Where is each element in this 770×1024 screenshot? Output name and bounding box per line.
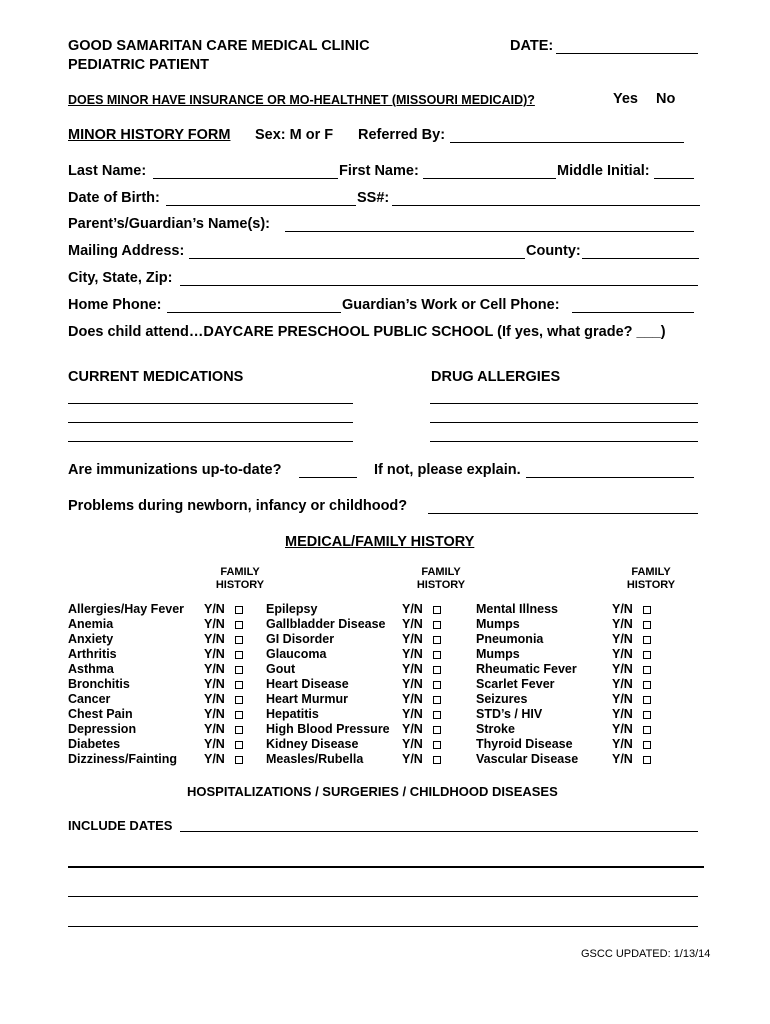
first-name-label: First Name: (339, 163, 419, 179)
checkbox-icon[interactable] (433, 756, 441, 764)
yn-option[interactable] (402, 737, 441, 752)
yn-label: Y/N (204, 737, 225, 751)
insurance-yes[interactable]: Yes (613, 91, 638, 107)
condition-label: Asthma (68, 662, 114, 676)
include-dates-field[interactable] (180, 831, 698, 832)
condition-column-3 (476, 602, 578, 767)
condition-label: STD’s / HIV (476, 707, 543, 721)
yn-option[interactable] (204, 662, 243, 677)
guardian-phone-field[interactable] (572, 312, 694, 313)
checkbox-icon[interactable] (433, 681, 441, 689)
checkbox-icon[interactable] (433, 726, 441, 734)
medication-line[interactable] (68, 441, 353, 442)
condition-label: Glaucoma (266, 647, 327, 661)
yn-option[interactable] (612, 692, 651, 707)
condition-label: Diabetes (68, 737, 121, 751)
yn-label: Y/N (204, 707, 225, 721)
yn-option[interactable] (612, 722, 651, 737)
yn-label: Y/N (612, 692, 633, 706)
yn-label: Y/N (204, 647, 225, 661)
date-label: DATE: (510, 38, 554, 54)
history-line[interactable] (68, 926, 698, 927)
yn-label: Y/N (204, 722, 225, 736)
middle-initial-field[interactable] (654, 178, 694, 179)
home-phone-label: Home Phone: (68, 297, 162, 313)
checkbox-icon[interactable] (235, 621, 243, 629)
referred-by-field[interactable] (450, 142, 684, 143)
condition-label: Hepatitis (266, 707, 319, 721)
checkbox-icon[interactable] (433, 636, 441, 644)
yn-label: Y/N (612, 722, 633, 736)
yn-label: Y/N (204, 602, 225, 616)
history-title: MEDICAL/FAMILY HISTORY (285, 534, 475, 550)
checkbox-icon[interactable] (643, 666, 651, 674)
mailing-field[interactable] (189, 258, 525, 259)
condition-label: Allergies/Hay Fever (68, 602, 185, 616)
condition-label: GI Disorder (266, 632, 335, 646)
insurance-question: DOES MINOR HAVE INSURANCE OR MO-HEALTHNET (MISSOURI MEDICAID)? (68, 93, 535, 107)
yn-option[interactable] (612, 632, 651, 647)
condition-label: Mumps (476, 617, 520, 631)
condition-label: High Blood Pressure (266, 722, 390, 736)
county-label: County: (526, 243, 581, 259)
yn-label: Y/N (402, 602, 423, 616)
city-field[interactable] (180, 285, 698, 286)
yn-option[interactable] (204, 707, 243, 722)
condition-label: Heart Disease (266, 677, 349, 691)
condition-label: Measles/Rubella (266, 752, 364, 766)
yn-label: Y/N (612, 602, 633, 616)
yn-label: Y/N (612, 647, 633, 661)
yn-option[interactable] (204, 677, 243, 692)
condition-label: Anxiety (68, 632, 114, 646)
home-phone-field[interactable] (167, 312, 341, 313)
referred-by-label: Referred By: (358, 127, 446, 143)
yn-option[interactable] (204, 602, 243, 617)
checkbox-icon[interactable] (235, 666, 243, 674)
yn-column-2 (402, 602, 441, 767)
condition-label: Cancer (68, 692, 111, 706)
checkbox-icon[interactable] (643, 636, 651, 644)
yn-label: Y/N (402, 722, 423, 736)
yn-label: Y/N (402, 677, 423, 691)
insurance-no[interactable]: No (656, 91, 676, 107)
yn-label: Y/N (204, 617, 225, 631)
checkbox-icon[interactable] (643, 696, 651, 704)
yn-option[interactable] (612, 662, 651, 677)
yn-option[interactable] (612, 602, 651, 617)
checkbox-icon[interactable] (235, 756, 243, 764)
checkbox-icon[interactable] (235, 711, 243, 719)
yn-option[interactable] (204, 722, 243, 737)
city-label: City, State, Zip: (68, 270, 173, 286)
yn-option[interactable] (204, 647, 243, 662)
checkbox-icon[interactable] (643, 726, 651, 734)
condition-label: Stroke (476, 722, 515, 736)
dob-label: Date of Birth: (68, 190, 160, 206)
yn-label: Y/N (402, 647, 423, 661)
last-name-label: Last Name: (68, 163, 147, 179)
yn-option[interactable] (612, 707, 651, 722)
yn-label: Y/N (402, 752, 423, 766)
yn-option[interactable] (612, 617, 651, 632)
yn-column-1 (204, 602, 243, 767)
parent-label: Parent’s/Guardian’s Name(s): (68, 216, 270, 232)
yn-option[interactable] (402, 692, 441, 707)
condition-label: Heart Murmur (266, 692, 348, 706)
attend-question: Does child attend…DAYCARE PRESCHOOL PUBLIC SCHOOL (If yes, what grade? ___) (68, 324, 666, 340)
history-line[interactable] (68, 896, 698, 897)
mailing-label: Mailing Address: (68, 243, 185, 259)
history-line[interactable] (68, 866, 704, 868)
yn-label: Y/N (204, 662, 225, 676)
yn-option[interactable] (204, 632, 243, 647)
yn-option[interactable] (402, 752, 441, 767)
yn-option[interactable] (402, 677, 441, 692)
yn-option[interactable] (402, 662, 441, 677)
checkbox-icon[interactable] (433, 711, 441, 719)
county-field[interactable] (582, 258, 699, 259)
checkbox-icon[interactable] (643, 681, 651, 689)
condition-label: Mental Illness (476, 602, 558, 616)
medication-line[interactable] (68, 403, 353, 404)
family-history-header: FAMILY HISTORY (416, 566, 466, 591)
yn-label: Y/N (612, 662, 633, 676)
yn-column-3 (612, 602, 651, 767)
allergy-line[interactable] (430, 441, 698, 442)
condition-label: Arthritis (68, 647, 117, 661)
middle-initial-label: Middle Initial: (557, 163, 650, 179)
checkbox-icon[interactable] (433, 621, 441, 629)
guardian-phone-label: Guardian’s Work or Cell Phone: (342, 297, 560, 313)
yn-option[interactable] (402, 707, 441, 722)
footer-updated: GSCC UPDATED: 1/13/14 (581, 948, 711, 960)
condition-label: Dizziness/Fainting (68, 752, 178, 766)
yn-option[interactable] (402, 722, 441, 737)
condition-label: Thyroid Disease (476, 737, 573, 751)
yn-option[interactable] (204, 737, 243, 752)
yn-option[interactable] (612, 647, 651, 662)
parent-field[interactable] (285, 231, 694, 232)
date-field[interactable] (556, 53, 698, 54)
checkbox-icon[interactable] (643, 621, 651, 629)
condition-label: Seizures (476, 692, 528, 706)
yn-option[interactable] (402, 632, 441, 647)
checkbox-icon[interactable] (433, 606, 441, 614)
last-name-field[interactable] (153, 178, 338, 179)
checkbox-icon[interactable] (235, 636, 243, 644)
yn-option[interactable] (204, 752, 243, 767)
condition-label: Epilepsy (266, 602, 318, 616)
checkbox-icon[interactable] (235, 606, 243, 614)
condition-label: Mumps (476, 647, 520, 661)
immunizations-question: Are immunizations up-to-date? (68, 462, 282, 478)
first-name-field[interactable] (423, 178, 556, 179)
immunizations-explain-label: If not, please explain. (374, 462, 521, 478)
yn-label: Y/N (204, 632, 225, 646)
condition-label: Depression (68, 722, 137, 736)
allergy-line[interactable] (430, 422, 698, 423)
yn-label: Y/N (402, 692, 423, 706)
problems-field[interactable] (428, 513, 698, 514)
yn-label: Y/N (204, 692, 225, 706)
condition-label: Gout (266, 662, 296, 676)
checkbox-icon[interactable] (235, 726, 243, 734)
yn-label: Y/N (204, 752, 225, 766)
yn-label: Y/N (402, 707, 423, 721)
form-subtitle: PEDIATRIC PATIENT (68, 57, 209, 73)
yn-label: Y/N (402, 632, 423, 646)
yn-label: Y/N (612, 617, 633, 631)
yn-label: Y/N (612, 737, 633, 751)
condition-label: Rheumatic Fever (476, 662, 577, 676)
yn-label: Y/N (402, 617, 423, 631)
yn-label: Y/N (204, 677, 225, 691)
yn-option[interactable] (204, 692, 243, 707)
checkbox-icon[interactable] (433, 651, 441, 659)
dob-field[interactable] (166, 205, 356, 206)
immunizations-explain-field[interactable] (526, 477, 694, 478)
allergy-line[interactable] (430, 403, 698, 404)
checkbox-icon[interactable] (643, 606, 651, 614)
yn-label: Y/N (612, 752, 633, 766)
drug-allergies-label: DRUG ALLERGIES (431, 369, 561, 385)
yn-option[interactable] (612, 752, 651, 767)
clinic-name: GOOD SAMARITAN CARE MEDICAL CLINIC (68, 38, 370, 54)
include-dates-label: INCLUDE DATES (68, 818, 173, 833)
checkbox-icon[interactable] (433, 741, 441, 749)
medication-line[interactable] (68, 422, 353, 423)
checkbox-icon[interactable] (235, 651, 243, 659)
checkbox-icon[interactable] (235, 696, 243, 704)
yn-label: Y/N (612, 632, 633, 646)
yn-option[interactable] (402, 602, 441, 617)
condition-label: Gallbladder Disease (266, 617, 386, 631)
family-history-header: FAMILY HISTORY (215, 566, 265, 591)
checkbox-icon[interactable] (643, 651, 651, 659)
immunizations-field[interactable] (299, 477, 357, 478)
hospitalizations-title: HOSPITALIZATIONS / SURGERIES / CHILDHOOD DISEASES (187, 784, 558, 799)
yn-option[interactable] (402, 617, 441, 632)
family-history-header: FAMILY HISTORY (626, 566, 676, 591)
sex-field[interactable]: Sex: M or F (255, 127, 334, 143)
checkbox-icon[interactable] (643, 756, 651, 764)
form-title: MINOR HISTORY FORM (68, 127, 231, 143)
condition-column-2 (266, 602, 390, 767)
checkbox-icon[interactable] (643, 741, 651, 749)
yn-label: Y/N (612, 677, 633, 691)
checkbox-icon[interactable] (235, 741, 243, 749)
condition-column-1 (68, 602, 184, 767)
checkbox-icon[interactable] (433, 696, 441, 704)
current-medications-label: CURRENT MEDICATIONS (68, 369, 244, 385)
problems-question: Problems during newborn, infancy or childhood? (68, 498, 408, 514)
yn-option[interactable] (612, 737, 651, 752)
ss-field[interactable] (392, 205, 700, 206)
condition-label: Kidney Disease (266, 737, 359, 751)
condition-label: Bronchitis (68, 677, 130, 691)
checkbox-icon[interactable] (235, 681, 243, 689)
yn-option[interactable] (204, 617, 243, 632)
condition-label: Chest Pain (68, 707, 133, 721)
yn-label: Y/N (402, 662, 423, 676)
yn-label: Y/N (402, 737, 423, 751)
yn-option[interactable] (612, 677, 651, 692)
yn-label: Y/N (612, 707, 633, 721)
condition-label: Pneumonia (476, 632, 544, 646)
condition-label: Vascular Disease (476, 752, 579, 766)
condition-label: Scarlet Fever (476, 677, 555, 691)
checkbox-icon[interactable] (433, 666, 441, 674)
checkbox-icon[interactable] (643, 711, 651, 719)
ss-label: SS#: (357, 190, 390, 206)
condition-label: Anemia (68, 617, 114, 631)
yn-option[interactable] (402, 647, 441, 662)
